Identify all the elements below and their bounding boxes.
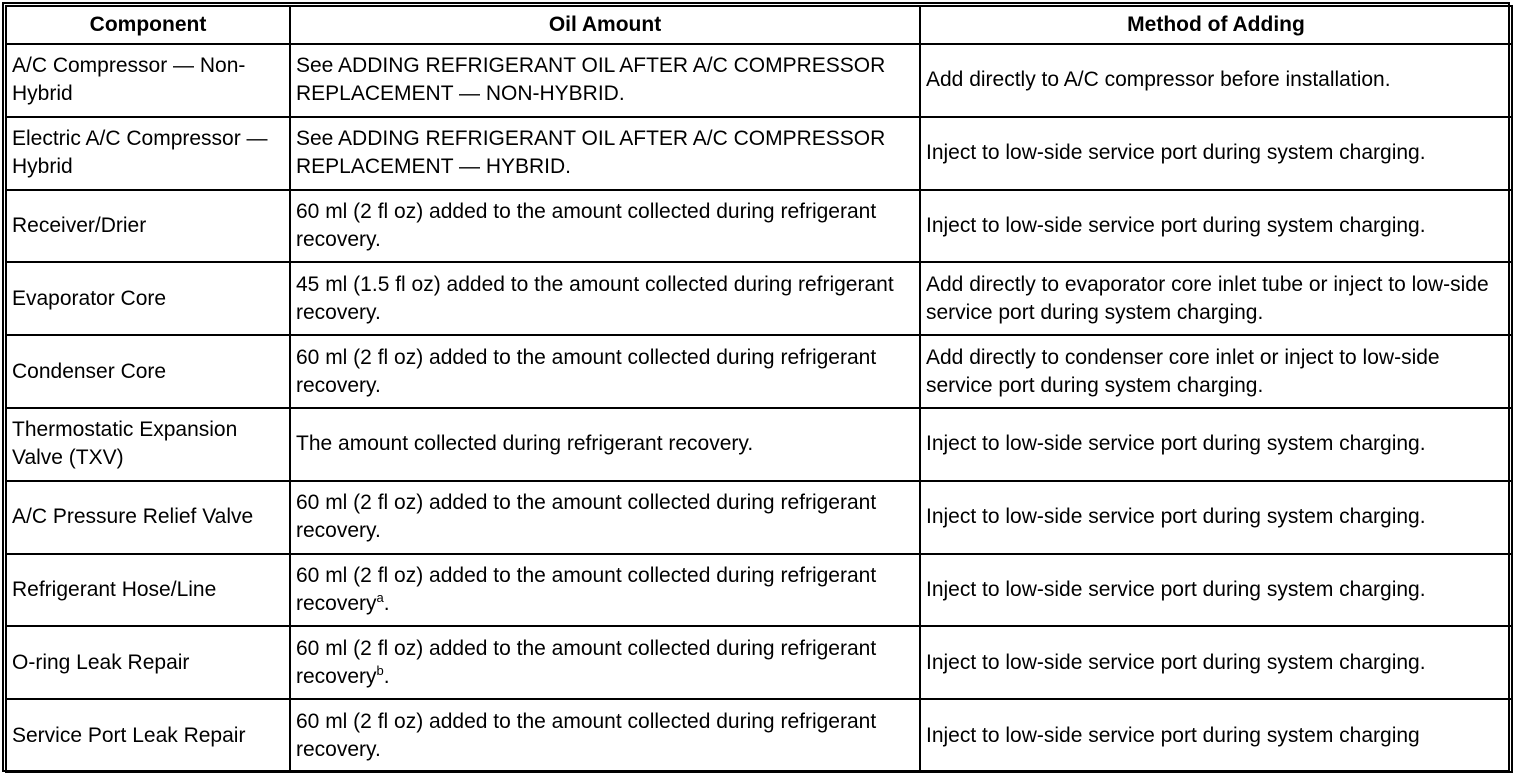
cell-component: Electric A/C Compressor — Hybrid	[6, 117, 290, 190]
oil-amount-text: See ADDING REFRIGERANT OIL AFTER A/C COMPRESSOR REPLACEMENT — NON-HYBRID.	[296, 54, 886, 106]
oil-amount-text: See ADDING REFRIGERANT OIL AFTER A/C COMPRESSOR REPLACEMENT — HYBRID.	[296, 127, 886, 179]
oil-amount-text: 60 ml (2 fl oz) added to the amount collected during refrigerant recovery.	[296, 709, 877, 761]
cell-method: Inject to low-side service port during system charging.	[920, 117, 1512, 190]
table-header-row	[6, 6, 1512, 44]
cell-oil-amount	[290, 554, 920, 627]
oil-amount-text: 60 ml (2 fl oz) added to the amount collected during refrigerant recovery	[296, 563, 877, 615]
header-oil-amount: Oil Amount	[290, 6, 920, 44]
cell-method: Inject to low-side service port during system charging.	[920, 408, 1512, 481]
header-component: Component	[6, 6, 290, 44]
cell-oil-amount	[290, 481, 920, 554]
table-row	[6, 117, 1512, 190]
cell-oil-amount	[290, 335, 920, 408]
oil-amount-text: 60 ml (2 fl oz) added to the amount collected during refrigerant recovery.	[296, 199, 877, 251]
cell-method: Add directly to A/C compressor before installation.	[920, 44, 1512, 117]
cell-oil-amount	[290, 190, 920, 263]
cell-component: Receiver/Drier	[6, 190, 290, 263]
cell-component: Thermostatic Expansion Valve (TXV)	[6, 408, 290, 481]
table-row	[6, 335, 1512, 408]
oil-amount-text: 45 ml (1.5 fl oz) added to the amount collected during refrigerant recovery.	[296, 272, 894, 324]
cell-component: O-ring Leak Repair	[6, 626, 290, 699]
footnote-marker: a	[376, 589, 384, 605]
cell-component: A/C Compressor — Non-Hybrid	[6, 44, 290, 117]
cell-method: Inject to low-side service port during system charging.	[920, 626, 1512, 699]
table-row	[6, 262, 1512, 335]
cell-method: Add directly to condenser core inlet or inject to low-side service port during system charging.	[920, 335, 1512, 408]
cell-oil-amount	[290, 262, 920, 335]
cell-oil-amount	[290, 44, 920, 117]
table-row	[6, 626, 1512, 699]
oil-amount-tail: .	[383, 664, 390, 688]
table-row	[6, 699, 1512, 772]
table-row	[6, 481, 1512, 554]
refrigerant-oil-table	[5, 5, 1513, 773]
table-row	[6, 44, 1512, 117]
cell-component: Evaporator Core	[6, 262, 290, 335]
cell-oil-amount	[290, 626, 920, 699]
cell-method: Inject to low-side service port during system charging.	[920, 190, 1512, 263]
header-method: Method of Adding	[920, 6, 1512, 44]
cell-component: Condenser Core	[6, 335, 290, 408]
cell-component: Refrigerant Hose/Line	[6, 554, 290, 627]
cell-method: Inject to low-side service port during system charging.	[920, 554, 1512, 627]
cell-method: Add directly to evaporator core inlet tube or inject to low-side service port during system charging.	[920, 262, 1512, 335]
table-row	[6, 190, 1512, 263]
cell-oil-amount	[290, 117, 920, 190]
cell-method: Inject to low-side service port during system charging	[920, 699, 1512, 772]
table-row	[6, 408, 1512, 481]
cell-method: Inject to low-side service port during system charging.	[920, 481, 1512, 554]
oil-amount-tail: .	[383, 591, 390, 615]
oil-amount-text: 60 ml (2 fl oz) added to the amount collected during refrigerant recovery	[296, 636, 877, 688]
table-row	[6, 554, 1512, 627]
footnote-marker: b	[376, 662, 384, 678]
cell-oil-amount	[290, 699, 920, 772]
oil-amount-text: 60 ml (2 fl oz) added to the amount collected during refrigerant recovery.	[296, 345, 877, 397]
cell-component: Service Port Leak Repair	[6, 699, 290, 772]
oil-amount-text: 60 ml (2 fl oz) added to the amount collected during refrigerant recovery.	[296, 491, 877, 543]
oil-amount-text: The amount collected during refrigerant recovery.	[296, 432, 754, 456]
cell-component: A/C Pressure Relief Valve	[6, 481, 290, 554]
cell-oil-amount	[290, 408, 920, 481]
